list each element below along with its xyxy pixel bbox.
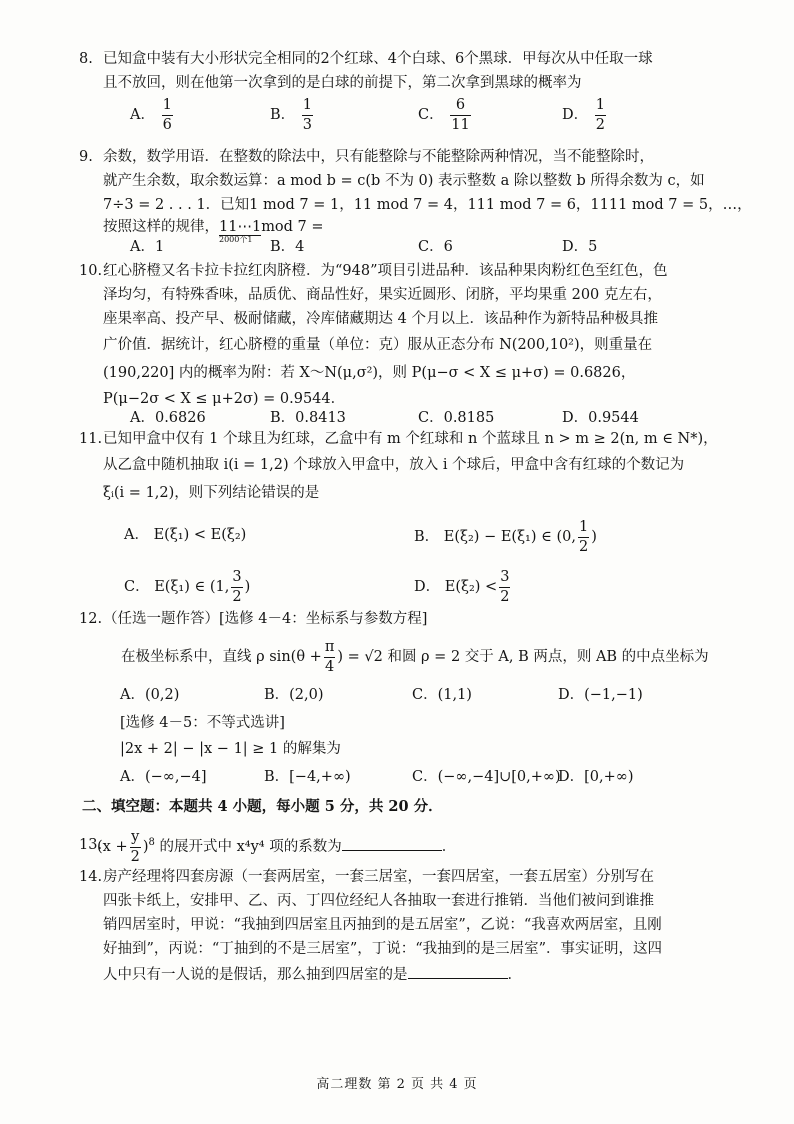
fraction: $\frac{1}{2}$ (595, 97, 605, 133)
option-a[interactable]: A． E(ξ₁) < E(ξ₂) (124, 527, 247, 543)
question-text: 广价值．据统计，红心脐橙的重量（单位：克）服从正态分布 N(200,10²)，则重量在 (103, 337, 653, 353)
option-b[interactable]: B．0.8413 (270, 410, 346, 426)
option-c[interactable]: C．6 (418, 239, 453, 255)
option-label: A． (130, 107, 155, 123)
question-text: 好抽到”，丙说：“丁抽到的不是三居室”，丁说：“我抽到的是三居室”．事实证明，这四 (103, 941, 663, 957)
question-text: 就产生余数，取余数运算：a mod b = c(b 不为 0) 表示整数 a 除以整数 b 所得余数为 c，如 (103, 173, 705, 189)
question-text: 从乙盒中随机抽取 i(i = 1,2) 个球放入甲盒中，放入 i 个球后，甲盒中含有红球的个数记为 (103, 457, 685, 473)
question-text: 已知盒中装有大小形状完全相同的2个红球、4个白球、6个黑球．甲每次从中任取一球 (103, 51, 653, 67)
option-c[interactable]: C．0.8185 (418, 410, 495, 426)
question-number: 13. (79, 837, 103, 853)
option-d[interactable]: D．0.9544 (562, 410, 639, 426)
question-text: (190,220] 内的概率为附：若 X～N(μ,σ²)，则 P(μ−σ < X ≤ μ+σ) = 0.6826， (103, 365, 636, 381)
answer-blank[interactable] (342, 838, 442, 851)
option-a[interactable] (130, 98, 175, 132)
question-text: P(μ−2σ < X ≤ μ+2σ) = 0.9544． (103, 391, 346, 407)
option-b[interactable]: B．(2,0) (264, 687, 324, 703)
fraction: $\frac{3}{2}$ (500, 569, 510, 605)
option-c[interactable] (418, 98, 473, 132)
question-number: 10. (79, 263, 103, 279)
option-d[interactable]: D． E(ξ₂) < $\frac{3}{2}$ (414, 569, 510, 605)
question-text: 四张卡纸上，安排甲、乙、丙、丁四位经纪人各抽取一套进行推销．当他们被问到谁推 (103, 893, 654, 909)
fraction: $\frac{1}{6}$ (162, 97, 172, 133)
question-number: 9. (79, 149, 93, 165)
option-b[interactable]: B． E(ξ₂) − E(ξ₁) ∈ (0, $\frac{1}{2}$ ) (414, 519, 597, 555)
section-heading: 二、填空题：本题共 4 小题，每小题 5 分，共 20 分． (82, 798, 443, 815)
question-text: (x + $\frac{y}{2}$ )$^8$ 的展开式中 x⁴y⁴ 项的系数为 ． (97, 829, 457, 865)
question-text: 座果率高、投产早、极耐储藏，冷库储藏期达 4 个月以上．该品种作为新特品种极具推 (103, 311, 658, 327)
option-a[interactable]: A．0.6826 (130, 410, 206, 426)
option-b[interactable]: B．[−4,+∞) (264, 769, 351, 785)
question-text: 人中只有一人说的是假话，那么抽到四居室的是 ． (103, 967, 522, 983)
question-text: ξᵢ(i = 1,2)，则下列结论错误的是 (103, 485, 320, 501)
fraction: $\frac{1}{3}$ (302, 97, 312, 133)
option-d[interactable]: D．5 (562, 239, 598, 255)
option-label: B． (270, 107, 296, 123)
fraction: $\frac{y}{2}$ (130, 829, 140, 865)
question-text: |2x + 2| − |x − 1| ≥ 1 的解集为 (120, 741, 341, 757)
fraction: $\frac{\pi}{4}$ (324, 639, 335, 675)
question-text: 泽均匀，有特殊香味，品质优、商品性好，果实近圆形、闭脐，平均果重 200 克左右， (103, 287, 662, 303)
question-text: 房产经理将四套房源（一套两居室，一套三居室，一套四居室，一套五居室）分别写在 (103, 869, 654, 885)
page-footer: 高二理数 第 2 页 共 4 页 (316, 1077, 478, 1092)
question-text: 按照这样的规律，11⋯1 2000个1 mod 7 = (103, 219, 324, 244)
question-header: [选修 4－5：不等式选讲] (120, 715, 285, 731)
question-text: 已知甲盒中仅有 1 个球且为红球，乙盒中有 m 个红球和 n 个蓝球且 n > m ≥ 2(n, m ∈ N*)， (103, 431, 718, 447)
option-b[interactable]: B．4 (270, 239, 305, 255)
question-text: 且不放回，则在他第一次拿到的是白球的前提下，第二次拿到黑球的概率为 (103, 75, 582, 91)
question-text: 7÷3 = 2 . . . 1．已知1 mod 7 = 1，11 mod 7 = 4，111 mod 7 = 6，1111 mod 7 = 5，…， (103, 197, 752, 213)
option-d[interactable]: D．[0,+∞) (558, 769, 634, 785)
option-label: C． (418, 107, 444, 123)
option-label: D． (562, 107, 589, 123)
question-number: 11. (79, 431, 103, 447)
answer-blank[interactable] (408, 966, 508, 979)
option-a[interactable]: A．(−∞,−4] (120, 769, 207, 785)
option-c[interactable]: C． E(ξ₁) ∈ (1, $\frac{3}{2}$ ) (124, 569, 251, 605)
option-a[interactable]: A．1 (130, 239, 165, 255)
option-a[interactable]: A．(0,2) (120, 687, 180, 703)
option-c[interactable]: C．(1,1) (412, 687, 472, 703)
question-number: 8. (79, 51, 93, 67)
question-text: 余数，数学用语．在整数的除法中，只有能整除与不能整除两种情况，当不能整除时， (103, 149, 654, 165)
question-text: 销四居室时，甲说：“我抽到四居室且丙抽到的是五居室”，乙说：“我喜欢两居室，且刚 (103, 917, 662, 933)
option-d[interactable]: D．(−1,−1) (558, 687, 643, 703)
option-b[interactable] (270, 98, 315, 132)
option-d[interactable] (562, 98, 608, 132)
question-text: 在极坐标系中，直线 ρ sin(θ + $\frac{\pi}{4}$ ) = √2 和圆 ρ = 2 交于 A, B 两点，则 AB 的中点坐标为 (121, 639, 709, 675)
fraction: $\frac{1}{2}$ (578, 519, 589, 555)
question-text: 红心脐橙又名卡拉卡拉红肉脐橙．为“948”项目引进品种．该品种果肉粉红色至红色，色 (103, 263, 668, 279)
question-number: 14. (79, 869, 103, 885)
fraction: $\frac{6}{11}$ (451, 97, 470, 133)
question-number: 12. (79, 611, 103, 627)
question-header: （任选一题作答）[选修 4－4：坐标系与参数方程] (103, 611, 428, 627)
underbrace-ones: 11⋯1 2000个1 (219, 219, 262, 244)
option-c[interactable]: C．(−∞,−4]∪[0,+∞) (412, 769, 561, 785)
fraction: $\frac{3}{2}$ (232, 569, 242, 605)
